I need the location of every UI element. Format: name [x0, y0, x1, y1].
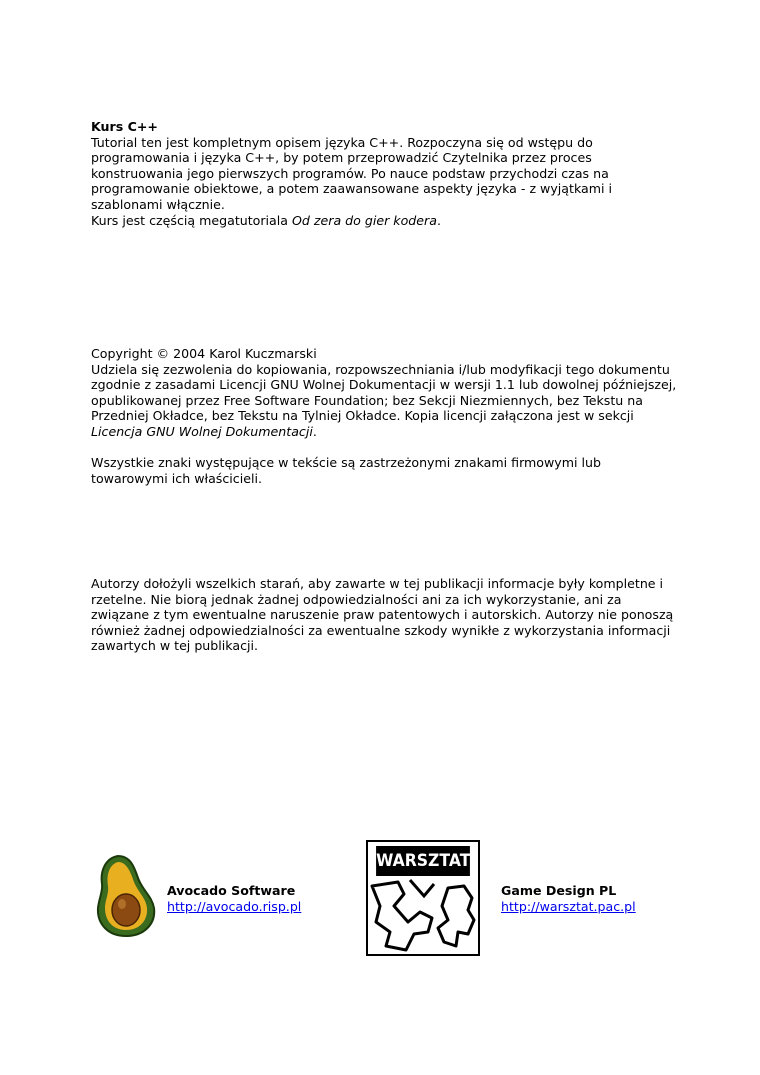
copyright-section — [91, 346, 681, 486]
warsztat-link[interactable]: http://warsztat.pac.pl — [501, 899, 636, 914]
avocado-logo — [96, 854, 158, 938]
license-section-name: Licencja GNU Wolnej Dokumentacji — [91, 423, 313, 439]
warsztat-logo — [366, 840, 480, 956]
gamedesign-name: Game Design PL — [501, 883, 617, 898]
copyright-line: Copyright © 2004 Karol Kuczmarski — [91, 346, 317, 361]
part-of-prefix: Kurs jest częścią megatutoriala — [91, 212, 292, 228]
avocado-name: Avocado Software — [167, 883, 296, 898]
disclaimer-section — [91, 576, 681, 654]
document-title: Kurs C++ — [91, 119, 158, 134]
intro-section — [91, 119, 681, 228]
intro-part-of — [91, 213, 681, 229]
wrench-icon — [368, 876, 478, 954]
disclaimer-text: Autorzy dołożyli wszelkich starań, aby zawarte w tej publikacji informacje były kompletne i rzetelne. Nie biorą jednak żadnej odpowiedzialności ani za ich wykorzystanie, ani za związane z tym ewentualne naruszenie praw patentowych i autorskich. Autorzy nie ponoszą również żadnej odpowiedzialności za ewentualne szkody wynikłe z wykorzystania informacji zawartych w tej publikacji. — [91, 576, 674, 654]
license-text — [91, 362, 681, 440]
trademarks-text: Wszystkie znaki występujące w tekście są zastrzeżonymi znakami firmowymi lub towarowymi ich właścicieli. — [91, 455, 602, 486]
intro-description: Tutorial ten jest kompletnym opisem języka C++. Rozpoczyna się od wstępu do programowania i języka C++, by potem przeprowadzić Czytelnika przez proces konstruowania jego pierwszych programów. Po nauce podstaw przychodzi czas na programowanie obiektowe, a potem zaawansowane aspekty języka - z wyjątkami i szablonami włącznie. — [91, 134, 613, 212]
warsztat-logo-text: WARSZTAT — [376, 846, 470, 876]
megatutorial-title: Od zera do gier kodera — [292, 212, 437, 228]
avocado-link[interactable]: http://avocado.risp.pl — [167, 899, 302, 914]
license-suffix: . — [312, 423, 317, 439]
license-body: Udziela się zezwolenia do kopiowania, rozpowszechniania i/lub modyfikacji tego dokumentu zgodnie z zasadami Licencji GNU Wolnej Dokumentacji w wersji 1.1 lub dowolnej późniejszej, opublikowanej przez Free Software Foundation; bez Sekcji Niezmiennych, bez Tekstu na Przedniej Okładce, bez Tekstu na Tylniej Okładce. Kopia licencji załączona jest w sekcji — [91, 361, 677, 424]
part-of-suffix: . — [436, 212, 441, 228]
